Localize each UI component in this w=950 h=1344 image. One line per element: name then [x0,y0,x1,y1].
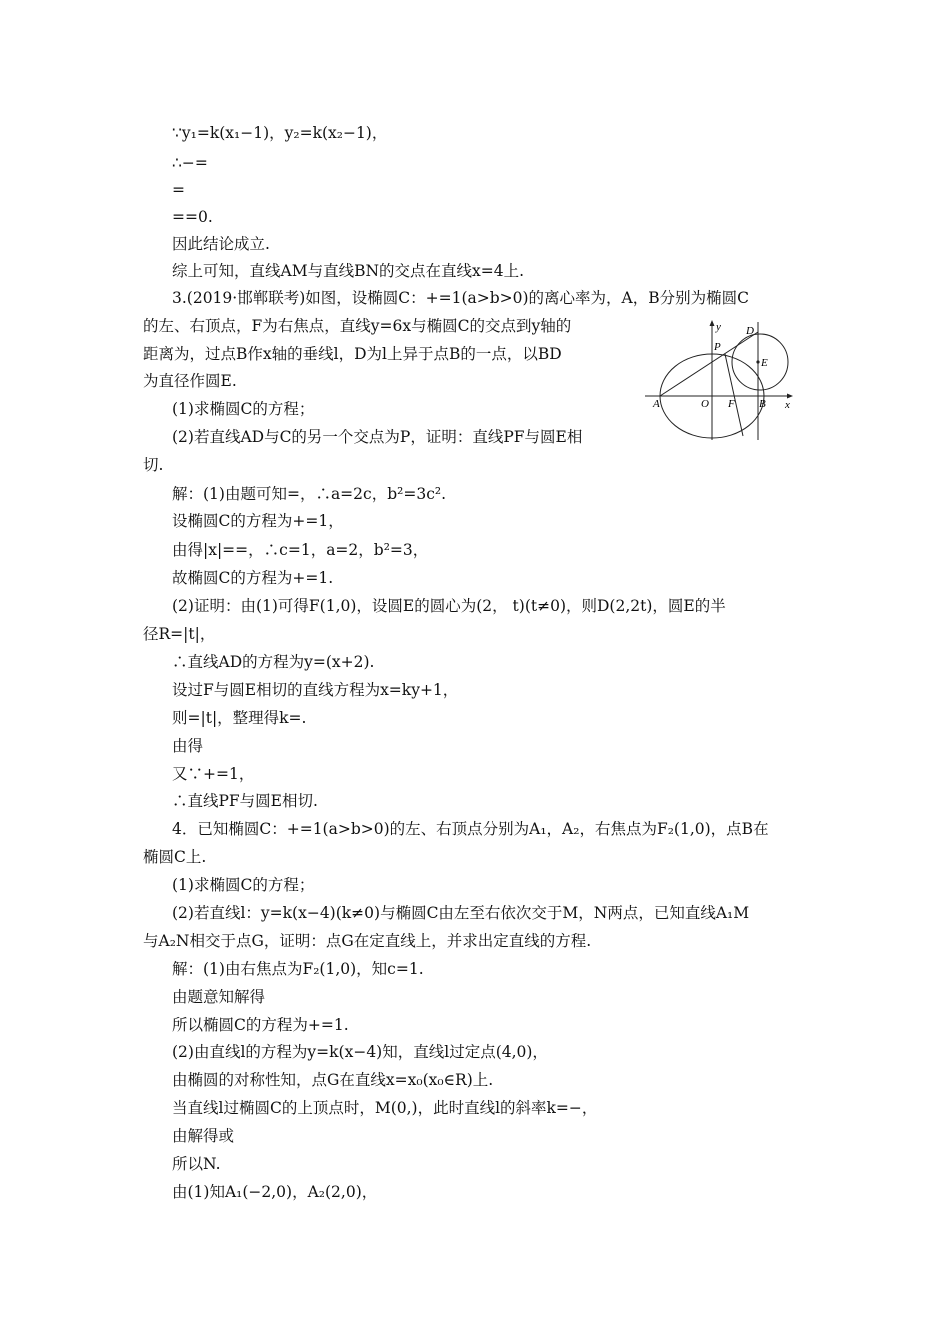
text-line: 则=|t|，整理得k=. [172,709,307,727]
label-o: O [701,398,709,410]
circle-e [732,334,788,390]
ellipse-circle-figure [645,318,795,443]
line-ad [660,332,758,396]
text-line: 由椭圆的对称性知，点G在直线x=x₀(x₀∈R)上. [172,1071,494,1089]
text-line: ∴−= [172,154,208,172]
text-line: 又∵+=1， [172,765,255,783]
text-line: 由解得或 [172,1127,235,1145]
text-line: 所以N. [172,1155,221,1173]
text-line: 由得|x|==，∴c=1，a=2，b²=3， [172,541,429,559]
text-line: 设椭圆C的方程为+=1， [172,512,344,530]
x-axis-arrow [787,394,793,399]
text-line: 所以椭圆C的方程为+=1. [172,1016,349,1034]
problem-4-heading: 4．已知椭圆C：+=1(a>b>0)的左、右顶点分别为A₁，A₂，右焦点为F₂(1,0)，点B在 [172,820,769,838]
text-line: 当直线l过椭圆C的上顶点时，M(0,)，此时直线l的斜率k=−， [172,1099,598,1117]
text-line: (2)若直线l：y=k(x−4)(k≠0)与椭圆C由左至右依次交于M，N两点，已知直线A₁M [172,904,750,922]
text-line: 由得 [172,737,204,755]
text-line: 切. [143,456,164,474]
line-pf [725,354,743,436]
text-line: 综上可知，直线AM与直线BN的交点在直线x=4上. [172,262,525,280]
text-line: ==0. [172,208,213,226]
text-line: 径R=|t|， [143,625,216,643]
text-line: ∴直线PF与圆E相切. [172,792,318,810]
text-line: 由(1)知A₁(−2,0)，A₂(2,0)， [172,1183,378,1201]
text-line: 椭圆C上. [143,848,207,866]
text-line: 为直径作圆E. [143,372,237,390]
text-line: 距离为，过点B作x轴的垂线l，D为l上异于点B的一点，以BD [143,345,562,363]
label-e: E [761,357,768,369]
label-x: x [785,399,790,411]
text-line: (2)证明：由(1)可得F(1,0)，设圆E的圆心为(2， t)(t≠0)，则D(2,2t)，圆E的半 [172,597,726,615]
label-b: B [759,398,766,410]
label-a: A [653,398,660,410]
text-line: ∵y₁=k(x₁−1)，y₂=k(x₂−1)， [172,124,388,142]
text-line: (2)由直线l的方程为y=k(x−4)知，直线l过定点(4,0)， [172,1043,548,1061]
text-line: 与A₂N相交于点G，证明：点G在定直线上，并求出定直线的方程. [143,932,592,950]
text-line: = [172,181,185,199]
label-d: D [746,325,754,337]
point-e [756,360,759,363]
label-y: y [716,321,721,333]
text-line: 故椭圆C的方程为+=1. [172,569,334,587]
text-line: 的左、右顶点，F为右焦点，直线y=6x与椭圆C的交点到y轴的 [143,317,572,335]
y-axis-arrow [710,320,715,326]
label-f: F [728,398,735,410]
text-line: 解：(1)由题可知=，∴a=2c，b²=3c². [172,485,447,503]
text-line: (1)求椭圆C的方程； [172,400,315,418]
label-p: P [714,341,721,353]
text-line: (1)求椭圆C的方程； [172,876,315,894]
text-line: 因此结论成立. [172,235,270,253]
text-line: (2)若直线AD与C的另一个交点为P，证明：直线PF与圆E相 [172,428,583,446]
text-line: ∴直线AD的方程为y=(x+2). [172,653,375,671]
text-line: 由题意知解得 [172,988,266,1006]
text-line: 设过F与圆E相切的直线方程为x=ky+1， [172,681,459,699]
text-line: 解：(1)由右焦点为F₂(1,0)，知c=1. [172,960,424,978]
problem-3-heading: 3.(2019·邯郸联考)如图，设椭圆C：+=1(a>b>0)的离心率为，A，B分别为椭圆C [172,289,749,307]
